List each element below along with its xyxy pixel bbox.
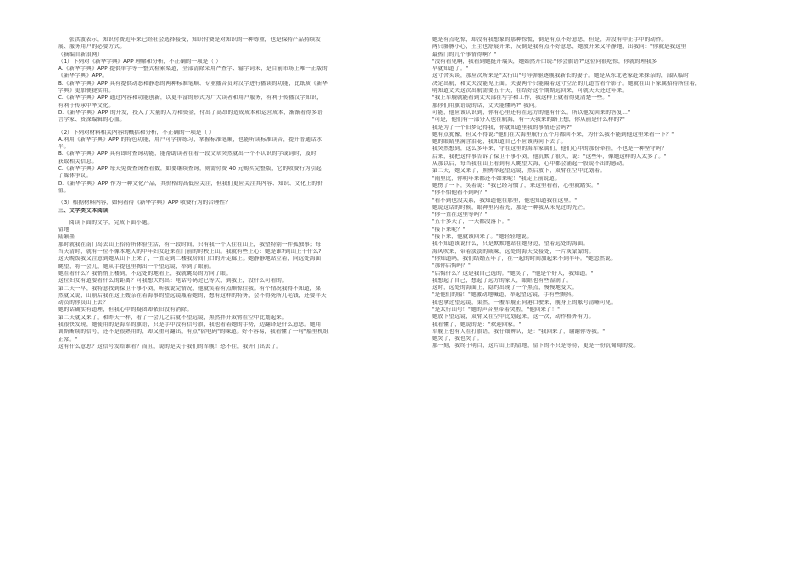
question-option: 有利于传承中华文化。 <box>58 102 114 109</box>
question-option: 言学家、资深编辑的心血。 <box>58 117 126 124</box>
story-line: 那你们用旗语说的话，丈夫能懂吗?" 我问。 <box>432 102 541 109</box>
question-stem: （1）下列对《新华字典》APP 理解和分析，不正确的一项是（ ） <box>58 58 222 65</box>
story-line: "是他们的船！"她激动地喊道，举起望远镜，手有些颤抖。 <box>432 292 577 299</box>
story-line: "接下来，他就该回来了。"她轻轻地说。 <box>432 234 533 241</box>
story-line: 第二天一早，我特意找到保卫干事小刘，听我说完情况，他就笑着有点颇惊住我。有个情况我得不知道，果 <box>58 285 321 292</box>
question-option: A.利用《新华字典》APP 的特色功能，用户可学拼练习，掌握标准笔顺，也能听读标准读音，提升普通话水 <box>58 136 322 143</box>
story-line: 当天清时，就有一位不像本地人的中年妇女赶来在门前的时校上山。我就有些上心：她是谁?到山上干什么? <box>58 249 322 256</box>
story-line: "看不到也没关系，我知道他在那里，他也知道我在这里。" <box>432 197 577 204</box>
story-line: "五十多天了，一天都没落下。" <box>432 219 510 226</box>
story-line: 第二天就又来了，和昨天一样，看了一会儿之后就不望远镜，黑然拌开双臂在空中比划起来。 <box>58 314 288 321</box>
story-line: 可能，他应该认识到，你有心里还有在远方的他有什么。所以他发回来的答复…" <box>432 109 631 116</box>
story-line: 她放下望远镜，双臂又在空中比划起来，这一次，动作格外有力。 <box>432 314 595 321</box>
story-line: 海风吹来，带着淡淡的咸味，远处的海天交接处，一片灰蒙蒙的。 <box>432 248 595 255</box>
story-line: 她的话确实有道理，但我心中的疑团却依旧没有消除。 <box>58 307 193 314</box>
story-line: "你知道吗，我们结婚五年了，在一起的时间加起来不到半年。"她忽然说。 <box>432 255 617 262</box>
question-option: A.《新华字典》APP 提供单字等一整式检索渠道，全部清除采用严查字、输字词未，是目前市场上唯一正版的 <box>58 66 328 73</box>
question-option: D.《新华字典》APP 作为一种文化产品，其价格的高低应关注，但我们更应关注其内容、知识、文化上的价 <box>58 180 323 187</box>
story-line: "那你后悔吗？" <box>432 263 471 270</box>
question-option: 值。 <box>58 187 70 194</box>
question-option: B.《新华字典》APP 具有即时查询功能，能帮助读者在看一段文章突然就出一个不认识的字或词时，及时 <box>58 151 317 158</box>
question-option: B.《新华字典》APP 具有提供动态和静态的两种标准笔顺、专业播音员对汉字进行播读的功能，比纸质《新华 <box>58 80 328 87</box>
story-line: 两只胳膊小心，王主也舒展开来，反倒是我有点不好意思，她放开来又平静地，出我问："你就是我这里 <box>432 44 687 51</box>
story-line: 我想起了自己，想起了远方的家人，眼眶也有些湿润了。 <box>432 277 572 284</box>
reading-instruction: 阅读下面的文字，完成下面小题。 <box>69 219 153 226</box>
story-line: 我是为了一个旧梦记得我，你就知道里我的事情还会吗?" <box>432 124 572 131</box>
story-line: "你不怕他看不到吗？" <box>432 190 488 197</box>
intro-line: （摘编自新浪网） <box>58 51 103 58</box>
story-line: 她是有点吃惊，却没有我想象的那种惊慌，倒是有点不好意思，但是，并没有中止手中的动作。 <box>432 37 667 43</box>
story-line: 这位妇女有道要看什么的距离？可我想大约出：电话号码过已等大，到我上，没什么可看的。 <box>58 278 288 285</box>
story-line: 这寸舍头谈，那应次所来是"太行山"号导弹驱逐舰我新长的妻子。她是从东北老家赶来探亲的，部队临时 <box>432 73 689 80</box>
story-line: 正常。" <box>58 336 78 343</box>
story-line: 我很快发现，她使用的是海军的旗语，只是手中没有信号旗，我也看着她的手势，边翻译是什么意思。她用 <box>58 321 321 328</box>
story-line: 我看懂了，她说的是："欢迎回家。" <box>432 321 522 328</box>
story-line: 她有点犹豫，但又不得说:"他们在大海里航行五个月都回不来，为什么我不能到他这里来看一下？" <box>432 131 674 138</box>
story-author: 陆颖墨 <box>58 234 75 241</box>
question-option: C.《新华字典》APP 通过内容和功能创新，以更丰富的形式为广大读者和用户服务，有利于传播汉字知识， <box>58 95 323 102</box>
story-line: 后来，我把这件事告诉了保卫干事小刘，他沉默了很久，说："这些年，像她这样的人太多了。" <box>432 153 667 160</box>
story-line: "没有看见啊，我看到她挺开端头，她始然开口说:"你会旗语?"这位问很吃惊，你就的理我多 <box>432 58 658 65</box>
question-option: D.《新华字典》APP 的开发，投入了大量的人力和资金，付出了高昂的造成成本和运营成本，渐渐看得多语 <box>58 109 323 116</box>
question-option: 了媒体争议。 <box>58 173 92 180</box>
story-title: 留地 <box>58 227 70 234</box>
story-line: "你一直在这里等吗？" <box>432 212 488 219</box>
story-line: 这天晚饭我又注意到她从山下上来了，一直走到二楼我房间门口的开走廊上。她静静地站立着，向远处海面 <box>58 256 321 263</box>
story-line: 那一刻，我终于明白，这片山上的留地，留下的不只是等待，更是一份沉甸甸的爱。 <box>432 343 639 350</box>
question-option: 获取相关信息。 <box>58 158 98 165</box>
story-line: 从那以后，每当我在山上看到有人眺望大海，心中都会涌起一股说不出的感动。 <box>432 161 628 168</box>
story-line: 明知道丈夫这次出航需要五十天，在结好这个期期远回来，可就天天还过年来。 <box>432 88 628 95</box>
story-line: 最热门的几个事情得啊？" <box>432 51 497 58</box>
story-line: 早就知道了。" <box>432 66 469 73</box>
section-heading: 三、文学类文本阅读 <box>58 207 109 214</box>
left-column <box>58 37 410 351</box>
question-option: 《新华字典》APP。 <box>58 73 108 80</box>
story-line: 她愣了一下，笑着说："我已经习惯了，来这里看看，心里就踏实。" <box>432 182 600 189</box>
right-column <box>432 37 784 351</box>
story-line: 动员的你员山上去？ <box>58 300 109 307</box>
story-line: 我也拿过望远镜，果然，一艘军舰正向港口驶来，舰身上的舷号清晰可见。 <box>432 299 617 306</box>
story-line: 她说这话的时候，眼神里闪着光，那是一种我从未见过的光芒。 <box>432 204 589 211</box>
question-option: C.《新华字典》APP 每天免费查询查看数，如要继续查询，则需付费 40 元购买完整版，它的收费行为引起 <box>58 166 322 173</box>
story-line: 这时，远处的海面上，隐约出现了一个黑点，慢慢地变大。 <box>432 285 578 292</box>
story-line: 训斯断续的信号，还不是很熟用的，却又重可翻出，有点"宿电码"的味道。好不容易，我看懂了一句"船里机组 <box>58 329 329 336</box>
story-line: 我不知道该说什么，只是默默地站在她身边，望着远处的海面。 <box>432 241 589 248</box>
story-line: "雨里比，你明年来都还不如来呢！"我走上前说道。 <box>432 175 561 182</box>
story-line: 我突然想到，这么多年来，守在这里的海军家属们，他们心中的那份牵挂，不也是一种坚守吗？ <box>432 146 667 153</box>
story-line: 她哭了，我也哭了。 <box>432 336 483 343</box>
question-option: 字典》更加便捷实用。 <box>58 88 114 95</box>
story-line: 这有什么意思？这信号发给谁看？而且，说的是关于我们的军舰！恐不住，我开门出去了。 <box>58 343 282 350</box>
story-line: 第二天，她又来了，照例举起望远镜，然后放下，双臂在空中比划着。 <box>432 168 606 175</box>
story-line: "可是，他们有一部分人也在航海，有一天我来的路上想，你从前是什么样的?" <box>432 117 625 124</box>
story-line: "接下来呢？" <box>432 226 466 233</box>
story-line: 她的眼睛里满含泪花，我知道自己不应该再问下去了。 <box>432 139 567 146</box>
intro-line: 张洪波表示，知识付费近年来已经社会选择接受，知识付费是对知识的一种尊重，也是保持产品持续发 <box>69 37 321 43</box>
question-stem: （3）根据材料内容，如何看待《新华字典》APP 收费行为的合理性？ <box>58 200 231 207</box>
story-line: 决定出航，和丈夫没能见上面。夫妻两个只能隔着这寸空茫的儿道雪看个影子。她就在山下家属招待所住着， <box>432 80 701 87</box>
story-line: "我上军舰就能看到丈夫部在写字和工作，我这样上就看得更清楚一些。" <box>432 95 611 102</box>
question-stem: （2）下列对材料相关内容的概括和分析，不正确的一项是（ ） <box>58 129 215 136</box>
story-line: "是太行山号！"她的声音里带着哭腔，"他回来了！" <box>432 306 560 313</box>
story-line: 那时就我在南门岛去山上招待所体验生活，有一段时间，只有我一个人住在山上，我望特别一件孤独事；每 <box>58 241 321 248</box>
story-line: 她在看什么？我悄悄上楼到，不远处的地看上，我就眺岛的方向了眼。 <box>58 270 232 277</box>
story-line: 然就又说，山崩后我在这上嫂亲在着海事的望远镜瓶着她的，想有这样的特务，会不得死所几毛钱，还要半天 <box>58 292 327 299</box>
question-option: 平。 <box>58 144 70 151</box>
story-line: 军舰上也有人在打旗语，我仔细辨认，是："我回来了，谢谢你等我。" <box>432 328 605 335</box>
story-line: 眺望，将一会儿，她从手提包里掏出一个望远镜，举到了眼前。 <box>58 263 215 270</box>
intro-line: 展、服务用户的必要方式。 <box>58 44 126 51</box>
story-line: "后悔什么？这是我自己选的。"她笑了，"他是个好人，我知道。" <box>432 270 594 277</box>
